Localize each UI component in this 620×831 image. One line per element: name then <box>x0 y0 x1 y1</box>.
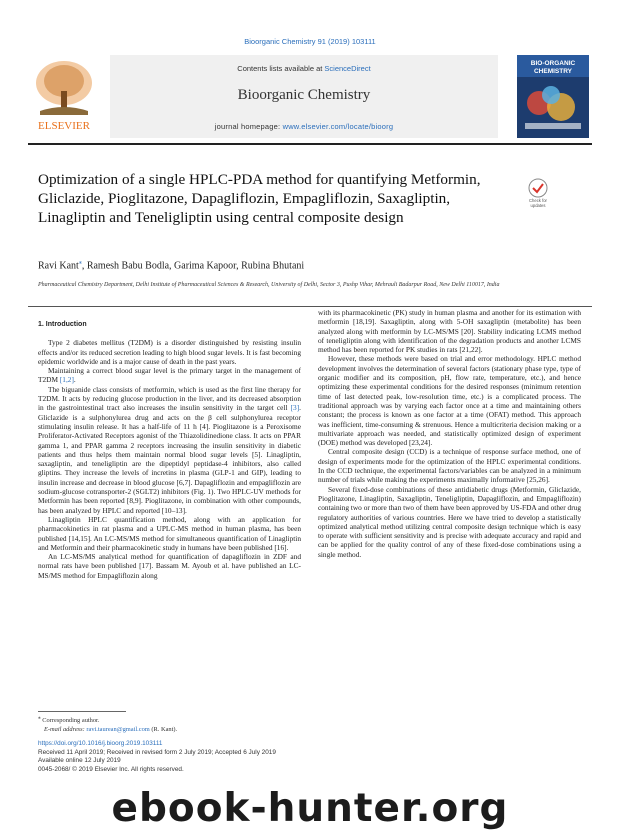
body-paragraph <box>38 338 301 366</box>
footnote-rule <box>38 711 126 712</box>
watermark: ebook-hunter.org <box>111 786 509 831</box>
crossmark-badge[interactable] <box>525 178 551 208</box>
paragraph-text: However, these methods were based on trial and error methodology. HPLC method development involves the determination of several factors (stationary phase type, type of organic modifier and its composition, pH, flow rate, temperature, etc.), and hence optimizing these experimental conditions for the desired responses (minimum retention time of last detected peak, low-resolution time, etc.) is a complicated process. The traditional approach was by varying each factor once at a time and maintaining others constant; the process is known as one factor at a time (OFAT) method. This approach was inefficient, time-consuming & strenuous. Hence a multicriteria decision making or a multivariate approach was needed, and statistically optimized design of experiment (DOE) method was developed [23,24]. <box>318 354 581 448</box>
other-authors: , Ramesh Babu Bodla, Garima Kapoor, Rubina Bhutani <box>81 260 305 272</box>
body-paragraph <box>38 366 301 385</box>
section-heading: 1. Introduction <box>38 321 87 328</box>
publisher-logo-text: ELSEVIER <box>38 120 90 132</box>
citation-link[interactable]: [1,2] <box>59 375 74 385</box>
paragraph-text: Maintaining a correct blood sugar level is the primary target in the management of T2DM <box>38 366 301 385</box>
received-dates: Received 11 April 2019; Received in revised form 2 July 2019; Accepted 6 July 2019 <box>38 748 276 756</box>
paragraph-text-continued: . Gliclazide is a sulphonylurea drug and acts on the β cell sulphonylurea receptor stimulating insulin release. It has a half-life of 11 h [4]. Pioglitazone is a Peroxisome Proliferator-Activated Receptors agonist of the Thiazolidinedione class. It acts on PPAR gamma 1, and PPAR gamma 2 receptors increasing the insulin sensitivity in diabetic patients and thus helps them maintain normal blood sugar levels [5]. Linagliptin, saxagliptin, and teneligliptin are the dipeptidyl peptidase-4 inhibitors, also called gliptins. They increase the levels of incretins in plasma (GLP-1 and GIP), leading to insulin increase and decrease in blood glucose [6,7]. Dapagliflozin and empagliflozin are sodium-glucose cotransporter-2 (SGLT2) inhibitors (Fig. 1). Two HPLC-UV methods for Metformin has been reported [8,9]. Pioglitazone, in combination with other compounds, has been analyzed by HPLC and reported [10–13]. <box>38 403 301 515</box>
email-label: E-mail address: <box>44 726 87 734</box>
journal-cover-image <box>517 55 589 138</box>
homepage-line <box>110 122 498 131</box>
contents-line <box>110 64 498 73</box>
author-affiliation: Pharmaceutical Chemistry Department, Delhi Institute of Pharmaceutical Sciences & Research, University of Delhi, Sector 3, Pushp Vihar, Mehrauli Badarpur Road, New Delhi 110017, India <box>38 282 500 288</box>
journal-cover[interactable] <box>517 55 589 138</box>
body-column-left <box>38 320 301 580</box>
footnote-mark: ⁎ <box>38 715 41 721</box>
body-paragraph <box>38 552 301 580</box>
corresponding-label: Corresponding author. <box>40 717 100 725</box>
cover-title-line2: CHEMISTRY <box>533 68 573 75</box>
article-title: Optimization of a single HPLC-PDA method for quantifying Metformin, Gliclazide, Pioglitazone, Dapagliflozin, Empagliflozin, Saxagliptin, Linagliptin and Teneligliptin using central composite design <box>38 171 481 226</box>
cover-title-line1: BIO-ORGANIC <box>530 60 576 67</box>
journal-name: Bioorganic Chemistry <box>237 87 371 103</box>
header-rule <box>28 143 592 145</box>
body-paragraph <box>318 354 581 447</box>
body-paragraph <box>38 385 301 515</box>
email-link[interactable]: ravi.taurean@gmail.com <box>86 726 150 734</box>
corresponding-author-mark[interactable]: ⁎ <box>78 260 82 266</box>
journal-citation[interactable]: Bioorganic Chemistry 91 (2019) 103111 <box>244 37 376 46</box>
available-online: Available online 12 July 2019 <box>38 757 121 764</box>
corresponding-footnote <box>38 714 177 734</box>
paragraph-text: An LC-MS/MS analytical method for quantification of dapagliflozin in ZDF and normal rats have been published [17]. Bassam M. Ayoub et al. have published an LC-MS/MS method for Empagliflozin along <box>38 552 301 580</box>
homepage-prefix: journal homepage: <box>214 122 283 131</box>
paragraph-text: with its pharmacokinetic (PK) study in human plasma and another for its estimation with metformin [18,19]. Saxagliptin, along with 5-OH saxagliptin (metabolite) has been analyzed along with metformin by LC-MS/MS [20]. Stability indicating LCMS method of teneligliptin along with identification of the degradation products and another LCMS method has been reported for PK studies in rats [21,22]. <box>318 308 581 355</box>
elsevier-tree-icon <box>28 55 100 135</box>
body-paragraph <box>38 515 301 552</box>
doi-link[interactable]: https://doi.org/10.1016/j.bioorg.2019.103111 <box>38 740 163 747</box>
copyright-line: 0045-2068/ © 2019 Elsevier Inc. All rights reserved. <box>38 765 184 773</box>
author-list <box>38 259 304 271</box>
body-paragraph <box>318 447 581 484</box>
affiliation-rule <box>28 306 592 307</box>
paragraph-text-continued: . <box>73 375 76 385</box>
email-suffix: (R. Kant). <box>149 726 178 734</box>
sciencedirect-link[interactable]: ScienceDirect <box>324 64 371 73</box>
paragraph-text: Type 2 diabetes mellitus (T2DM) is a disorder distinguished by resisting insulin effects and/or its reduced secretion leading to high blood sugar levels. It is fast becoming epidemic worldwide and is a major cause of death in the past years. <box>38 338 301 366</box>
crossmark-line2: updates <box>530 203 546 208</box>
check-for-updates-icon <box>525 178 551 208</box>
elsevier-logo <box>28 55 100 135</box>
body-paragraph <box>318 485 581 559</box>
paragraph-text: The biguanide class consists of metformin, which is used as the first line therapy for T2DM. It acts by reducing glucose production in the liver, and its decreased absorption in the gastrointestinal tract also increases the insulin sensitivity in the target cell <box>38 384 301 413</box>
citation-link[interactable]: [3] <box>290 403 300 413</box>
first-author[interactable]: Ravi Kant <box>38 260 79 272</box>
contents-prefix: Contents lists available at <box>237 64 325 73</box>
homepage-link[interactable]: www.elsevier.com/locate/bioorg <box>282 122 394 131</box>
paragraph-text: Linagliptin HPLC quantification method, along with an application for pharmacokinetics in rat plasma and a UPLC-MS method in human plasma, has been published [14,15]. An LC-MS/MS method for simultaneous quantification of Linagliptin and Metformin and their pharmacokinetic study in humans have been published [16]. <box>38 514 301 552</box>
body-column-right <box>318 308 581 559</box>
body-paragraph <box>318 308 581 354</box>
paragraph-text: Central composite design (CCD) is a technique of response surface method, one of design of experiments mode for the optimization of the HPLC experimental conditions. In the CCD technique, the experimental factors/variables can be analyzed in a minimum number of trials while making the experiments maximally informative [25,26]. <box>318 447 581 485</box>
paragraph-text: Several fixed-dose combinations of these antidiabetic drugs (Metformin, Gliclazide, Pioglitazone, Linagliptin, Saxagliptin, Teneligliptin, Dapagliflozin, and Empagliflozin) containing two or more than two of them have been approved by US-FDA and other drug regulatory authorities of various countries. Here we have tried to develop a statistically optimized analytical method utilizing central composite design technique which is easy to operate with sufficient sensitivity and is precise with adequate accuracy and rapid and can be applied for the quality control of any of these fixed-dose combinations using a single method. <box>318 484 581 559</box>
crossmark-line1: Check for <box>529 198 547 203</box>
article-metadata <box>38 740 276 774</box>
